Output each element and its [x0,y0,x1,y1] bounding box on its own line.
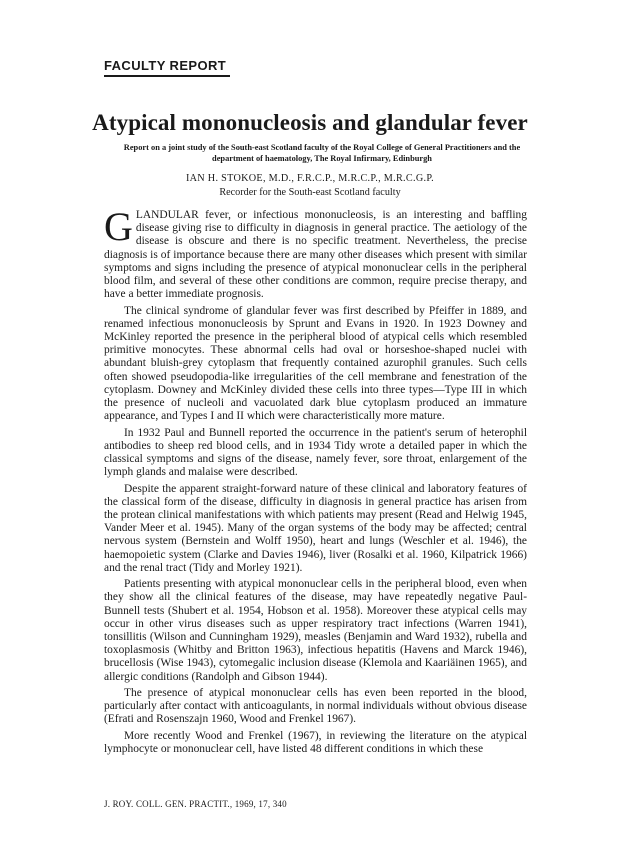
paragraph: In 1932 Paul and Bunnell reported the occurrence in the patient's serum of heterophil antibodies to sheep red blood cells, and in 1934 Tidy wrote a detailed paper in which the classical symptoms and signs of the disease, namely fever, sore throat, enlargement of the lymph glands and malaise were described. [104,426,527,479]
paragraph: The presence of atypical mononuclear cells has even been reported in the blood, particularly after contact with anticoagulants, in normal individuals without obvious disease (Efrati and Rosenszajn 1960, Wood and Frenkel 1967). [104,687,527,726]
paragraph [104,204,527,301]
section-underline [104,75,230,77]
author-role: Recorder for the South-east Scotland faculty [219,187,401,198]
drop-cap: G [104,204,133,249]
author-name: IAN H. STOKOE, M.D., F.R.C.P., M.R.C.P., M.R.C.G.P. [185,173,435,184]
paragraph: Despite the apparent straight-forward nature of these clinical and laboratory features of the classical form of the disease, difficulty in diagnosis in general practice has arisen from the protean clinical manifestations with which patients may present (Read and Helwig 1945, Vander Meer et al. 1945). Many of the organ systems of the body may be affected; central nervous system (Bernstein and Wolff 1950), heart and lungs (Weschler et al. 1946), the haemopoietic system (Clarke and Davies 1946), liver (Rosalki et al. 1960, Kilpatrick 1966) and the renal tract (Tidy and Morley 1921). [104,482,527,574]
section-label: FACULTY REPORT [104,58,227,73]
byline [0,172,620,200]
article-subtitle: Report on a joint study of the South-east Scotland faculty of the Royal College of General Practitioners and the department of haematology, The Royal Infirmary, Edinburgh [123,143,521,163]
article-title: Atypical mononucleosis and glandular fever [92,110,528,135]
journal-citation: J. ROY. COLL. GEN. PRACTIT., 1969, 17, 340 [104,799,287,809]
paragraph: More recently Wood and Frenkel (1967), in reviewing the literature on the atypical lymphocyte or mononuclear cell, have listed 48 different conditions in which these [104,729,527,756]
paragraph: Patients presenting with atypical mononuclear cells in the peripheral blood, even when they show all the clinical features of the disease, may have repeatedly negative Paul-Bunnell tests (Shubert et al. 1954, Hobson et al. 1958). Moreover these atypical cells may occur in other virus diseases such as upper respiratory tract infections (Warren 1941), tonsillitis (Wilson and Cunningham 1929), measles (Benjamin and Ward 1932), rubella and toxoplasmosis (Whitby and Britton 1963), infectious hepatitis (Havens and Marck 1946), brucellosis (Wise 1943), cytomegalic inclusion disease (Klemola and Kaariäinen 1965), and allergic conditions (Randolph and Gibson 1944). [104,578,527,683]
paragraph-text: LANDULAR fever, or infectious mononucleosis, is an interesting and baffling disease giving rise to difficulty in diagnosis in general practice. The aetiology of the disease is obscure and there is no specific treatment. Nevertheless, the precise diagnosis is of importance because there are many other diseases which present with similar symptoms and signs including the presence of atypical mononuclear cells in the peripheral blood film, and several of these other conditions are common, require precise therapy, and have a better immediate prognosis. [104,209,527,301]
article-body [104,204,527,759]
paragraph: The clinical syndrome of glandular fever was first described by Pfeiffer in 1889, and renamed infectious mononucleosis by Sprunt and Evans in 1920. In 1923 Downey and McKinley reported the presence in the peripheral blood of atypical cells which resembled primitive monocytes. These abnormal cells had oval or horseshoe-shaped nuclei with abundant bluish-grey cytoplasm that frequently contained azurophil granules. Such cells often showed pseudopodia-like irregularities of the cell membrane and fenestration of the cytoplasm. Downey and McKinley divided these cells into three types—Type III in which the presence of nucleoli and vacuolated dark blue cytoplasm produced an immature appearance, and Types I and II which were characteristically more mature. [104,304,527,423]
